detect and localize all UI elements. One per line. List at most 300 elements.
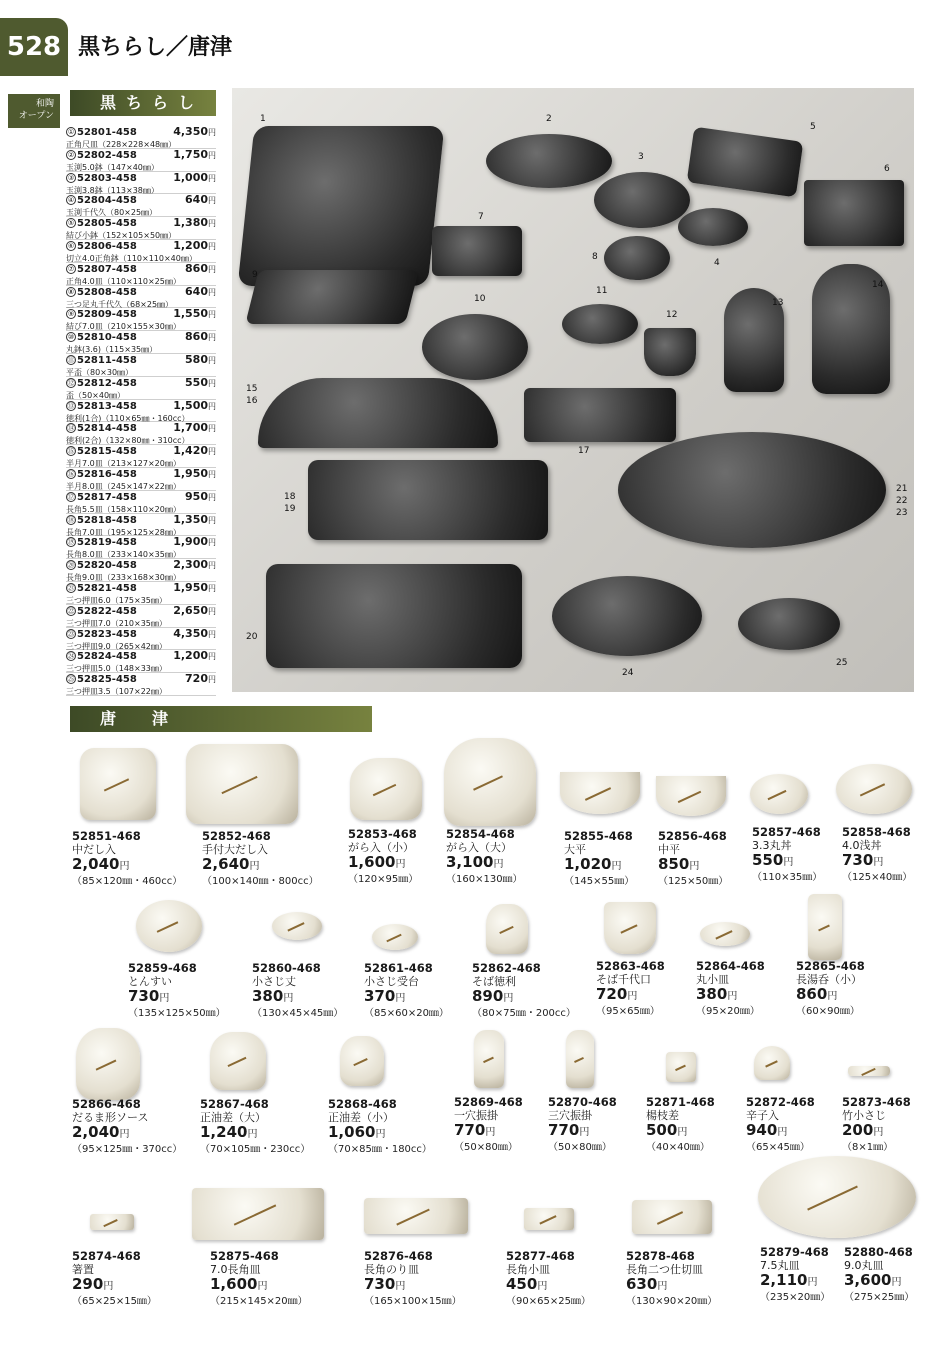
- yen-unit: 円: [208, 652, 216, 662]
- price: 730: [842, 851, 874, 869]
- photo-label-19: 19: [284, 504, 296, 514]
- price: 4,350: [173, 125, 208, 138]
- product-item: [564, 830, 634, 888]
- brush-stroke-decoration: [585, 787, 611, 801]
- list-item: [66, 491, 216, 514]
- product-size: （65×45㎜）: [746, 1142, 810, 1153]
- product-size: （115×35㎜）: [100, 345, 158, 355]
- yen-unit: 円: [208, 150, 216, 160]
- list-item: [66, 422, 216, 445]
- yen-unit: 円: [579, 1127, 590, 1138]
- item-number: ⑱: [67, 515, 75, 524]
- item-number: ⑳: [67, 561, 75, 570]
- product-code: 52865-468: [796, 959, 865, 973]
- product-name: 中だし入: [72, 843, 116, 856]
- product-image: [90, 1214, 134, 1230]
- product-image: [566, 1030, 594, 1088]
- product-name: 長角9.0皿: [66, 573, 103, 583]
- item-number: ⑧: [67, 287, 75, 296]
- list-item: [66, 605, 216, 628]
- product-name: 結び小鉢: [66, 231, 98, 241]
- product-size: （50×80㎜）: [454, 1142, 518, 1153]
- product-name: 長湯呑（小）: [796, 973, 862, 986]
- product-name: 三つ押皿5.0: [66, 664, 111, 674]
- product-item: [760, 1246, 830, 1304]
- yen-unit: 円: [208, 401, 216, 411]
- item-number: ⑫: [67, 378, 75, 387]
- price: 2,640: [202, 855, 250, 873]
- product-size: （110×35㎜）: [752, 872, 823, 883]
- yen-unit: 円: [891, 1277, 902, 1288]
- item-number: ⑩: [67, 333, 75, 342]
- product-code: 52853-468: [348, 827, 417, 841]
- item-number: ⑬: [67, 401, 75, 410]
- yen-unit: 円: [611, 861, 622, 872]
- product-size: （147×40㎜）: [102, 162, 159, 172]
- brush-stroke-decoration: [620, 924, 637, 933]
- list-item: [66, 559, 216, 582]
- yen-unit: 円: [375, 1129, 386, 1140]
- photo-label-13: 13: [772, 298, 784, 308]
- price: 770: [548, 1121, 580, 1139]
- product-size: （113×38㎜）: [102, 185, 159, 195]
- yen-unit: 円: [119, 861, 130, 872]
- brush-stroke-decoration: [483, 1057, 493, 1063]
- product-name: 玉渕千代久: [66, 208, 106, 218]
- yen-unit: 円: [208, 128, 216, 137]
- product-image: [754, 1046, 790, 1080]
- product-image: [632, 1200, 712, 1234]
- product-item: [128, 962, 226, 1020]
- brush-stroke-decoration: [353, 1058, 368, 1066]
- product-size: （8×1㎜）: [842, 1142, 894, 1153]
- kurochirashi-photo: [232, 88, 914, 692]
- product-size: （235×20㎜）: [760, 1292, 831, 1303]
- yen-unit: 円: [208, 447, 216, 457]
- product-code: 52875-468: [210, 1249, 279, 1263]
- product-size: （210×35㎜）: [110, 618, 167, 628]
- product-name: 三つ足丸千代久: [66, 299, 122, 309]
- item-number: ㉓: [67, 629, 75, 638]
- price: 640: [185, 284, 208, 298]
- product-name: 小さじ丈: [252, 975, 296, 988]
- product-code: 52854-468: [446, 827, 515, 841]
- photo-label-8: 8: [592, 252, 598, 262]
- brush-stroke-decoration: [499, 926, 513, 934]
- photo-label-6: 6: [884, 164, 890, 174]
- price: 1,500: [173, 398, 208, 412]
- yen-unit: 円: [208, 492, 216, 502]
- brush-stroke-decoration: [657, 1211, 683, 1225]
- price: 860: [796, 985, 828, 1003]
- item-number: ㉕: [67, 675, 75, 684]
- product-size: （68×25㎜）: [122, 299, 174, 309]
- price: 1,350: [173, 512, 208, 526]
- product-image: [76, 1028, 140, 1100]
- brush-stroke-decoration: [860, 783, 885, 796]
- dish-9: [245, 270, 418, 324]
- item-number: ②: [67, 150, 75, 159]
- dish-12: [644, 328, 696, 376]
- product-code: 52873-468: [842, 1095, 911, 1109]
- product-name: 正角尺皿: [66, 140, 98, 149]
- product-size: （85×60×20㎜）: [364, 1008, 449, 1019]
- product-code: 52823-458: [77, 628, 137, 640]
- yen-unit: 円: [873, 857, 884, 868]
- price: 200: [842, 1121, 874, 1139]
- product-image: [604, 902, 656, 954]
- item-number: ⑨: [67, 310, 75, 319]
- product-code: 52861-468: [364, 961, 433, 975]
- product-size: （110×65㎜・160cc）: [101, 413, 190, 423]
- price: 640: [185, 193, 208, 207]
- product-size: （245×147×22㎜）: [102, 481, 181, 491]
- yen-unit: 円: [537, 1281, 548, 1292]
- yen-unit: 円: [677, 1127, 688, 1138]
- product-image: [210, 1032, 266, 1090]
- product-image: [192, 1188, 324, 1240]
- product-code: 52819-458: [77, 537, 137, 549]
- yen-unit: 円: [208, 675, 216, 685]
- product-image: [136, 900, 202, 952]
- price: 1,600: [210, 1275, 258, 1293]
- yen-unit: 円: [208, 355, 216, 365]
- product-size: （107×22㎜）: [110, 687, 167, 697]
- product-size: （233×168×30㎜）: [102, 573, 181, 583]
- product-size: （195×125×28㎜）: [102, 527, 181, 537]
- product-code: 52851-468: [72, 829, 141, 843]
- product-size: （165×100×15㎜）: [364, 1296, 462, 1307]
- price: 1,950: [173, 466, 208, 480]
- product-size: （90×65×25㎜）: [506, 1296, 591, 1307]
- price: 550: [752, 851, 784, 869]
- yen-unit: 円: [249, 861, 260, 872]
- page-title: 黒ちらし／唐津: [78, 35, 233, 60]
- list-item: [66, 149, 216, 172]
- price: 1,020: [564, 855, 612, 873]
- product-code: 52856-468: [658, 829, 727, 843]
- price: 730: [128, 987, 160, 1005]
- list-item: [66, 354, 216, 377]
- product-size: （125×40㎜）: [842, 872, 913, 883]
- product-name: 楊枝差: [646, 1109, 679, 1122]
- product-code: 52811-458: [77, 354, 137, 366]
- list-item: [66, 650, 216, 673]
- item-number: ⑯: [67, 469, 75, 478]
- yen-unit: 円: [247, 1129, 258, 1140]
- photo-label-22: 22: [896, 496, 908, 506]
- yen-unit: 円: [208, 378, 216, 388]
- product-image: [560, 772, 640, 814]
- product-item: [796, 960, 865, 1018]
- product-code: 52858-468: [842, 825, 911, 839]
- price: 720: [185, 672, 208, 686]
- product-size: （120×95㎜）: [348, 874, 419, 885]
- product-item: [506, 1250, 591, 1308]
- product-name: 盃: [66, 390, 74, 400]
- list-item: [66, 172, 216, 195]
- photo-label-21: 21: [896, 484, 908, 494]
- section-title-karatsu: 唐 津: [70, 706, 372, 732]
- item-number: ③: [67, 173, 75, 182]
- product-name: 辛子入: [746, 1109, 779, 1122]
- product-item: [842, 1096, 911, 1154]
- product-item: [746, 1096, 815, 1154]
- item-number: ⑮: [67, 447, 75, 456]
- yen-unit: 円: [208, 561, 216, 571]
- yen-unit: 円: [485, 1127, 496, 1138]
- price: 1,950: [173, 580, 208, 594]
- photo-label-23: 23: [896, 508, 908, 518]
- brush-stroke-decoration: [372, 784, 396, 796]
- product-code: 52864-468: [696, 959, 765, 973]
- product-image: [656, 776, 726, 816]
- price: 1,900: [173, 535, 208, 549]
- kurochirashi-price-list: [66, 126, 216, 696]
- product-name: 正油差（大）: [200, 1111, 266, 1124]
- product-size: （85×120㎜・460cc）: [72, 876, 183, 887]
- price: 1,200: [173, 238, 208, 252]
- price: 3,100: [446, 853, 494, 871]
- item-number: ⑥: [67, 241, 75, 250]
- product-name: 徳利(1合): [66, 413, 102, 423]
- brush-stroke-decoration: [227, 1057, 246, 1067]
- list-item: [66, 468, 216, 491]
- photo-label-24: 24: [622, 668, 634, 678]
- product-size: （70×105㎜・230cc）: [200, 1144, 311, 1155]
- yen-unit: 円: [283, 993, 294, 1004]
- list-item: [66, 263, 216, 286]
- product-code: 52880-468: [844, 1245, 913, 1259]
- list-item: [66, 445, 216, 468]
- product-image: [524, 1208, 574, 1230]
- product-size: （145×55㎜）: [564, 876, 635, 887]
- yen-unit: 円: [395, 859, 406, 870]
- product-size: （50×80㎜）: [548, 1142, 612, 1153]
- price: 1,600: [348, 853, 396, 871]
- price: 370: [364, 987, 396, 1005]
- product-name: がら入（大）: [446, 841, 512, 854]
- product-name: 三つ押皿6.0: [66, 595, 111, 605]
- product-size: （100×140㎜・800cc）: [202, 876, 319, 887]
- product-name: 三穴振掛: [548, 1109, 592, 1122]
- yen-unit: 円: [727, 991, 738, 1002]
- product-code: 52814-458: [77, 423, 137, 435]
- product-code: 52812-458: [77, 377, 137, 389]
- product-code: 52813-458: [77, 400, 137, 412]
- product-name: 結び7.0皿: [66, 322, 103, 332]
- list-item: [66, 240, 216, 263]
- product-item: [548, 1096, 617, 1154]
- product-name: 半月8.0皿: [66, 481, 103, 491]
- yen-unit: 円: [208, 310, 216, 320]
- product-name: そば千代口: [596, 973, 651, 986]
- yen-unit: 円: [783, 857, 794, 868]
- price: 2,040: [72, 1123, 120, 1141]
- product-size: （70×85㎜・180cc）: [328, 1144, 432, 1155]
- product-item: [348, 828, 418, 886]
- yen-unit: 円: [208, 424, 216, 434]
- list-item: [66, 331, 216, 354]
- brush-stroke-decoration: [104, 778, 129, 791]
- brush-stroke-decoration: [539, 1215, 556, 1224]
- side-tab: 和陶 オープン: [8, 94, 60, 128]
- product-size: （210×155×30㎜）: [102, 322, 181, 332]
- yen-unit: 円: [103, 1281, 114, 1292]
- list-item: [66, 194, 216, 217]
- product-code: 52871-468: [646, 1095, 715, 1109]
- product-code: 52810-458: [77, 332, 137, 344]
- product-code: 52878-468: [626, 1249, 695, 1263]
- price: 860: [185, 261, 208, 275]
- dish-1: [238, 126, 445, 286]
- product-name: 長角二つ仕切皿: [626, 1263, 703, 1276]
- brush-stroke-decoration: [386, 934, 401, 943]
- product-name: 一穴振掛: [454, 1109, 498, 1122]
- list-item: [66, 126, 216, 149]
- yen-unit: 円: [208, 515, 216, 525]
- brush-stroke-decoration: [715, 930, 732, 939]
- price: 860: [185, 330, 208, 344]
- photo-label-16: 16: [246, 396, 258, 406]
- product-size: （135×125×50㎜）: [128, 1008, 226, 1019]
- product-image: [186, 744, 298, 824]
- brush-stroke-decoration: [768, 790, 787, 800]
- dish-2: [486, 134, 612, 188]
- product-item: [454, 1096, 523, 1154]
- price: 1,000: [173, 170, 208, 184]
- product-name: 三つ押皿7.0: [66, 618, 111, 628]
- brush-stroke-decoration: [156, 921, 178, 933]
- dish-3: [594, 172, 690, 228]
- photo-label-4: 4: [714, 258, 720, 268]
- product-image: [758, 1156, 916, 1238]
- product-name: がら入（小）: [348, 841, 414, 854]
- item-number: ⑲: [67, 538, 75, 547]
- product-name: 9.0丸皿: [844, 1259, 884, 1272]
- price: 1,240: [200, 1123, 248, 1141]
- brush-stroke-decoration: [96, 1059, 117, 1070]
- product-image: [444, 738, 536, 826]
- product-image: [350, 758, 422, 820]
- product-code: 52804-458: [77, 195, 137, 207]
- yen-unit: 円: [208, 196, 216, 206]
- product-item: [446, 828, 523, 886]
- product-code: 52874-468: [72, 1249, 141, 1263]
- brush-stroke-decoration: [765, 1060, 777, 1067]
- dish-5: [687, 127, 804, 198]
- product-code: 52816-458: [77, 468, 137, 480]
- price: 2,300: [173, 558, 208, 572]
- photo-label-9: 9: [252, 270, 258, 280]
- product-size: （130×90×20㎜）: [626, 1296, 718, 1307]
- price: 290: [72, 1275, 104, 1293]
- brush-stroke-decoration: [233, 1204, 276, 1225]
- product-name: 切立4.0正角鉢: [66, 253, 119, 263]
- product-code: 52801-458: [77, 127, 137, 138]
- product-name: 箸置: [72, 1263, 94, 1276]
- product-size: （130×45×45㎜）: [252, 1008, 344, 1019]
- dish-25: [738, 598, 840, 650]
- photo-label-3: 3: [638, 152, 644, 162]
- brush-stroke-decoration: [103, 1219, 118, 1227]
- product-size: （152×105×50㎜）: [98, 231, 177, 241]
- product-code: 52857-468: [752, 825, 821, 839]
- product-code: 52805-458: [77, 218, 137, 230]
- dish-6: [804, 180, 904, 246]
- photo-label-2: 2: [546, 114, 552, 124]
- yen-unit: 円: [395, 1281, 406, 1292]
- list-item: [66, 514, 216, 537]
- list-item: [66, 400, 216, 423]
- product-code: 52822-458: [77, 605, 137, 617]
- price: 1,380: [173, 216, 208, 230]
- product-name: 4.0浅丼: [842, 839, 882, 852]
- product-item: [202, 830, 319, 888]
- product-name: そば徳利: [472, 975, 516, 988]
- product-name: 正角4.0皿: [66, 276, 103, 286]
- yen-unit: 円: [657, 1281, 668, 1292]
- product-size: （95×65㎜）: [596, 1006, 660, 1017]
- product-size: （175×35㎜）: [110, 595, 167, 605]
- product-item: [200, 1098, 310, 1156]
- product-name: 7.0長角皿: [210, 1263, 261, 1276]
- dish-24: [552, 576, 702, 656]
- list-item: [66, 673, 216, 696]
- yen-unit: 円: [208, 606, 216, 616]
- product-name: 正油差（小）: [328, 1111, 394, 1124]
- product-code: 52821-458: [77, 582, 137, 594]
- product-code: 52825-458: [77, 674, 137, 686]
- product-item: [364, 962, 449, 1020]
- photo-label-5: 5: [810, 122, 816, 132]
- yen-unit: 円: [395, 993, 406, 1004]
- brush-stroke-decoration: [861, 1068, 875, 1076]
- product-code: 52859-468: [128, 961, 197, 975]
- product-image: [848, 1066, 890, 1076]
- product-name: 3.3丸丼: [752, 839, 792, 852]
- product-item: [696, 960, 765, 1018]
- product-item: [646, 1096, 715, 1154]
- product-size: （233×140×35㎜）: [102, 550, 181, 560]
- product-name: 丸小皿: [696, 973, 729, 986]
- price: 450: [506, 1275, 538, 1293]
- price: 380: [252, 987, 284, 1005]
- photo-label-11: 11: [596, 286, 608, 296]
- photo-label-25: 25: [836, 658, 848, 668]
- product-code: 52862-468: [472, 961, 541, 975]
- product-code: 52808-458: [77, 286, 137, 298]
- product-size: （158×110×20㎜）: [102, 504, 181, 514]
- photo-label-7: 7: [478, 212, 484, 222]
- photo-label-17: 17: [578, 446, 590, 456]
- brush-stroke-decoration: [818, 925, 830, 932]
- price: 2,040: [72, 855, 120, 873]
- price: 1,420: [173, 444, 208, 458]
- photo-label-20: 20: [246, 632, 258, 642]
- product-image: [808, 894, 842, 960]
- item-number: ④: [67, 196, 75, 205]
- product-name: 竹小さじ: [842, 1109, 886, 1122]
- price: 720: [596, 985, 628, 1003]
- price: 2,650: [173, 603, 208, 617]
- photo-label-18: 18: [284, 492, 296, 502]
- product-code: 52807-458: [77, 263, 137, 275]
- yen-unit: 円: [119, 1129, 130, 1140]
- product-item: [364, 1250, 462, 1308]
- product-name: 徳利(2合): [66, 436, 102, 446]
- price: 950: [185, 489, 208, 503]
